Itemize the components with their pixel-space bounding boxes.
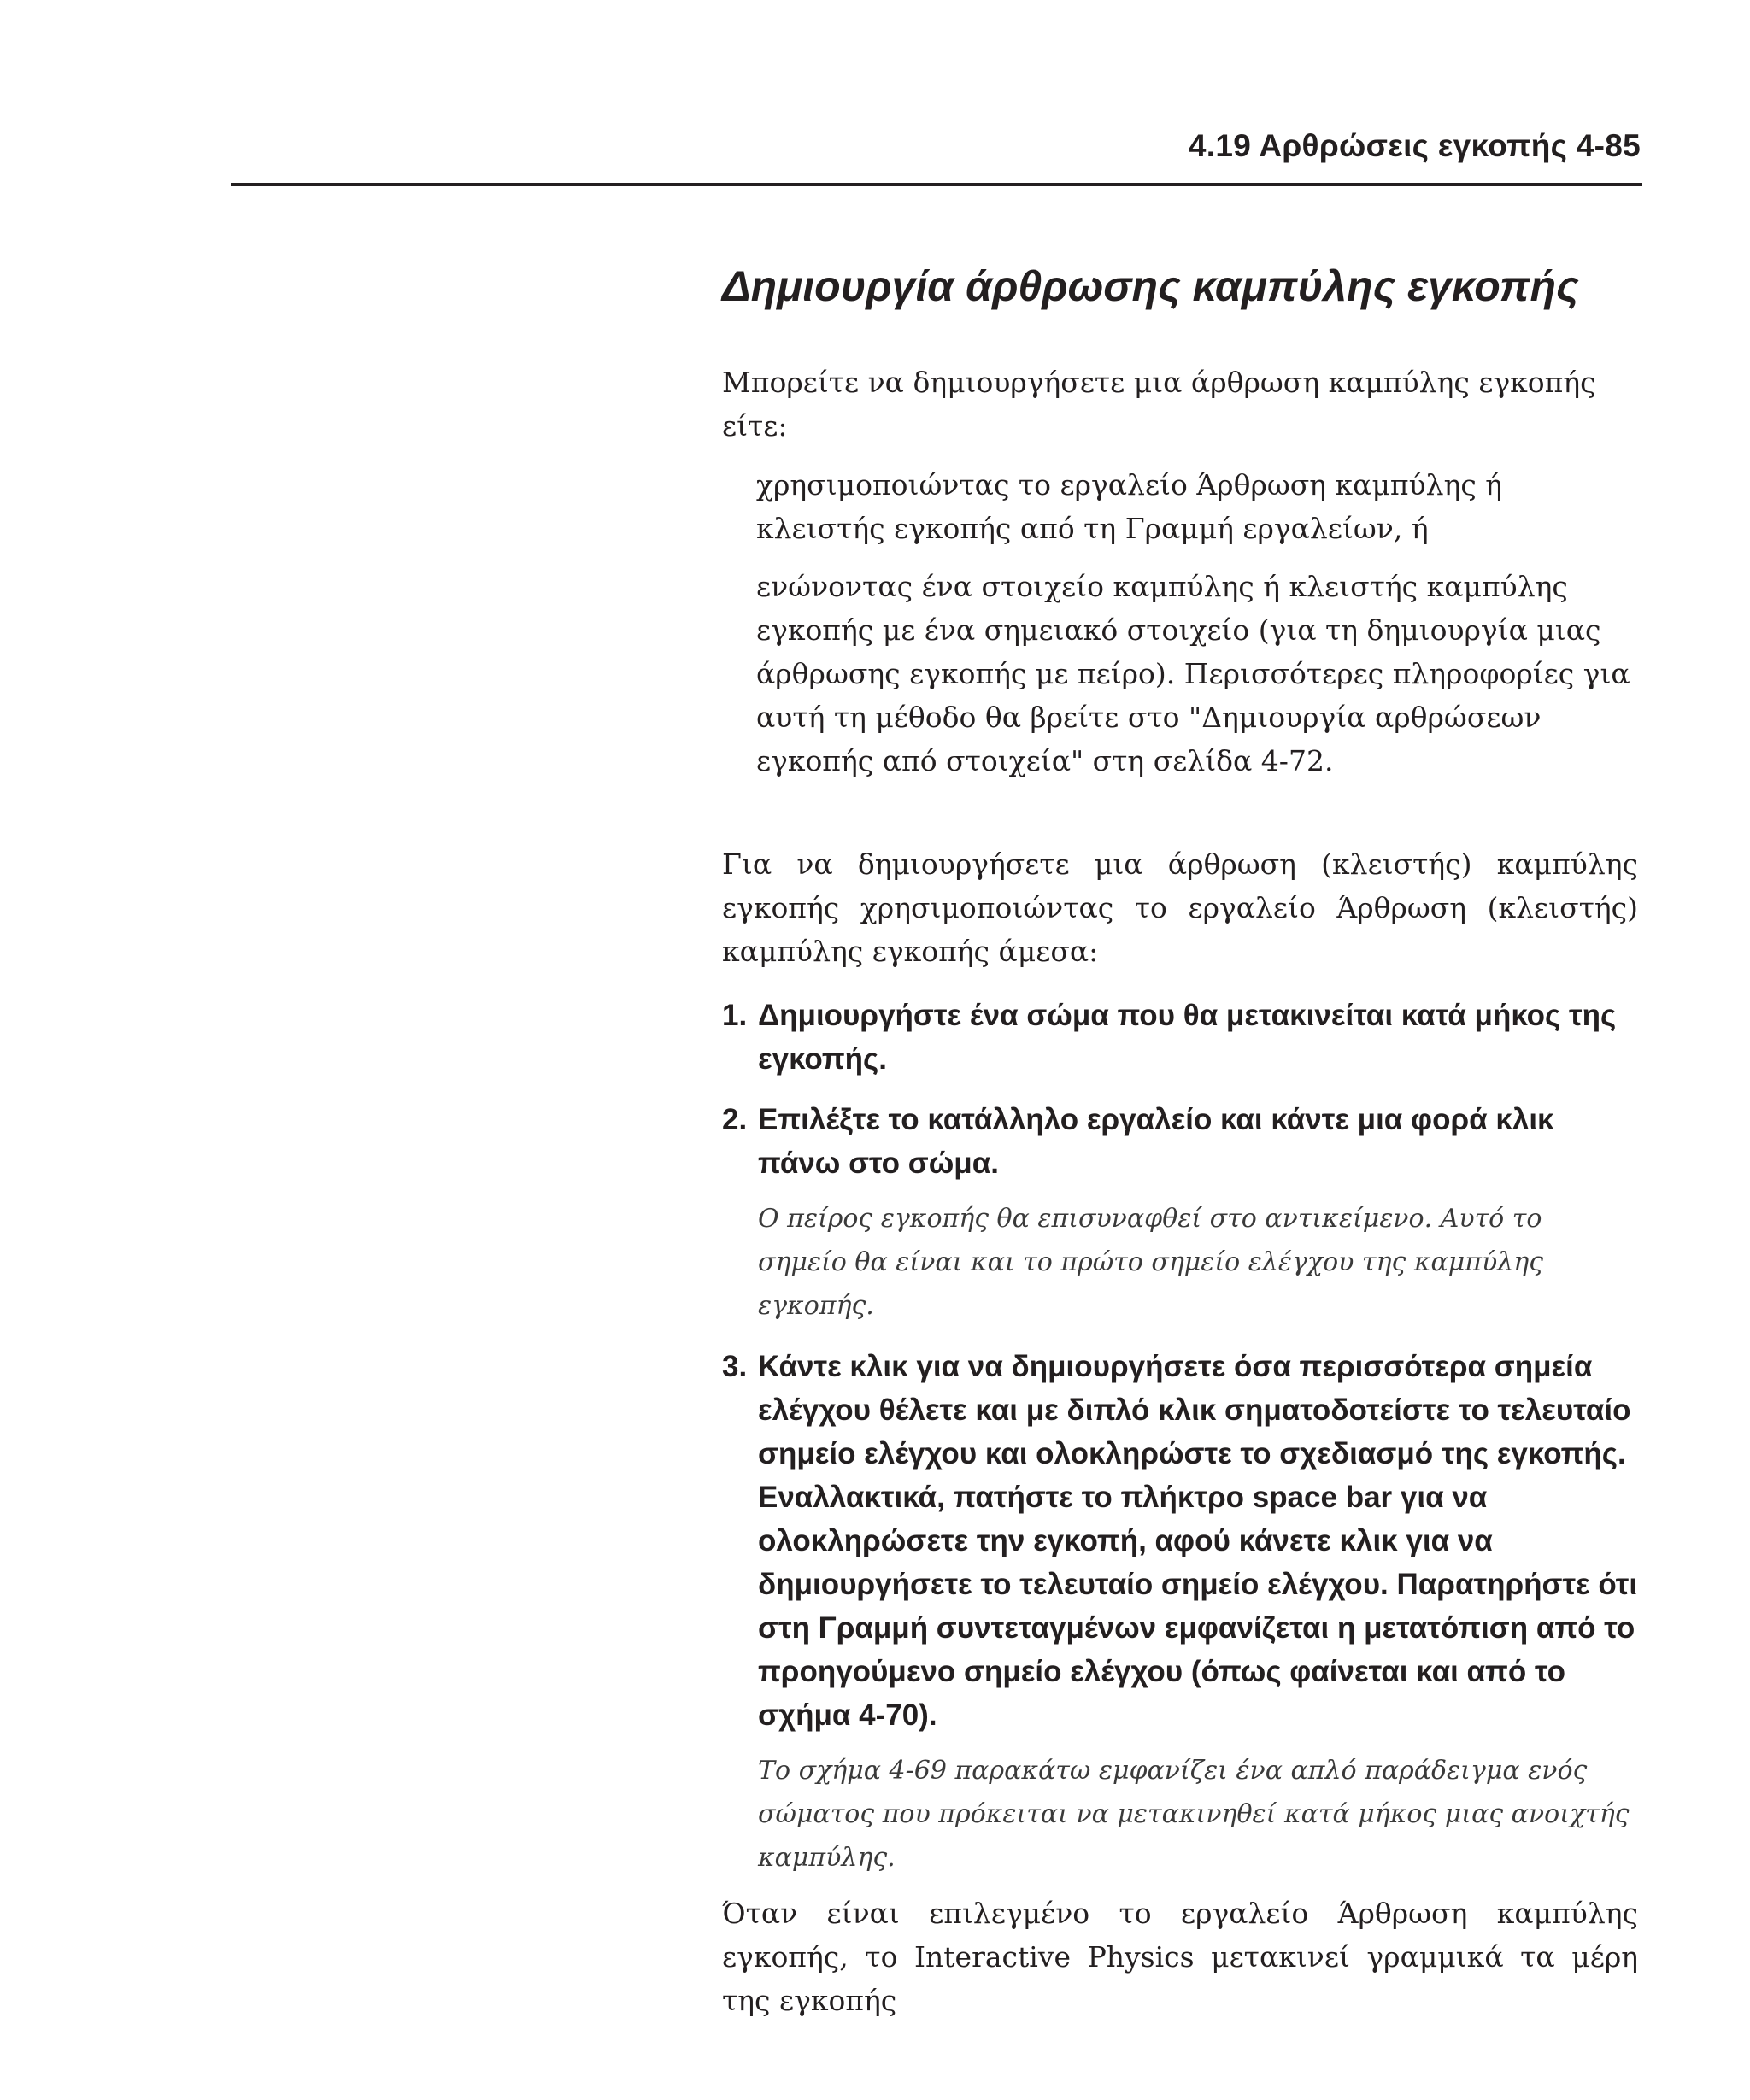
section-title: Δημιουργία άρθρωσης καμπύλης εγκοπής	[722, 262, 1579, 310]
step-text: Επιλέξτε το κατάλληλο εργαλείο και κάντε μια φορά κλικ πάνω στο σώμα.	[758, 1103, 1554, 1180]
step-1	[722, 994, 1638, 1081]
intro-paragraph: Μπορείτε να δημιουργήσετε μια άρθρωση καμπύλης εγκοπής είτε:	[722, 366, 1596, 443]
step-number: 1.	[722, 999, 748, 1032]
closing-paragraph: Όταν είναι επιλεγμένο το εργαλείο Άρθρωση καμπύλης εγκοπής, το Interactive Physics μετακινεί γραμμικά τα μέρη της εγκοπής	[722, 1897, 1638, 2017]
step-number: 3.	[722, 1350, 748, 1383]
step-text: Δημιουργήστε ένα σώμα που θα μετακινείται κατά μήκος της εγκοπής.	[758, 999, 1617, 1076]
step-3	[722, 1345, 1638, 1880]
step-list	[722, 994, 1638, 1880]
running-header	[231, 120, 1642, 186]
page-content	[722, 256, 1638, 2022]
step-text: Κάντε κλικ για να δημιουργήσετε όσα περισσότερα σημεία ελέγχου θέλετε και με διπλό κλικ σηματοδοτείστε το τελευταίο σημείο ελέγχου και ολοκληρώστε το σχεδιασμό της εγκοπής. Εναλλακτικά, πατήστε το πλήκτρο space bar για να ολοκληρώσετε την εγκοπή, αφού κάνετε κλικ για να δημιουργήσετε το τελευταίο σημείο ελέγχου. Παρατηρήστε ότι στη Γραμμή συντεταγμένων εμφανίζεται η μετατόπιση από το προηγούμενο σημείο ελέγχου (όπως φαίνεται και από το σχήμα 4-70).	[758, 1350, 1638, 1732]
method-item: χρησιμοποιώντας το εργαλείο Άρθρωση καμπύλης ή κλειστής εγκοπής από τη Γραμμή εργαλείων, ή	[756, 468, 1503, 545]
running-header-text: 4.19 Αρθρώσεις εγκοπής 4-85	[1188, 128, 1641, 163]
step-2	[722, 1098, 1638, 1328]
method-list	[756, 463, 1638, 783]
step-note: Ο πείρος εγκοπής θα επισυναφθεί στο αντικείμενο. Αυτό το σημείο θα είναι και το πρώτο σημείο ελέγχου της καμπύλης εγκοπής.	[758, 1204, 1543, 1321]
method-item: ενώνοντας ένα στοιχείο καμπύλης ή κλειστής καμπύλης εγκοπής με ένα σημειακό στοιχείο (για τη δημιουργία μιας άρθρωσης εγκοπής με πείρο). Περισσότερες πληροφορίες για αυτή τη μέθοδο θα βρείτε στο "Δημιουργία αρθρώσεων εγκοπής από στοιχεία" στη σελίδα 4-72.	[756, 570, 1630, 777]
step-number: 2.	[722, 1103, 748, 1136]
instructions-intro: Για να δημιουργήσετε μια άρθρωση (κλειστής) καμπύλης εγκοπής χρησιμοποιώντας το εργαλείο Άρθρωση (κλειστής) καμπύλης εγκοπής άμεσα:	[722, 848, 1638, 968]
step-note: Το σχήμα 4-69 παρακάτω εμφανίζει ένα απλό παράδειγμα ενός σώματος που πρόκειται να μετακινηθεί κατά μήκος μιας ανοιχτής καμπύλης.	[758, 1756, 1630, 1873]
